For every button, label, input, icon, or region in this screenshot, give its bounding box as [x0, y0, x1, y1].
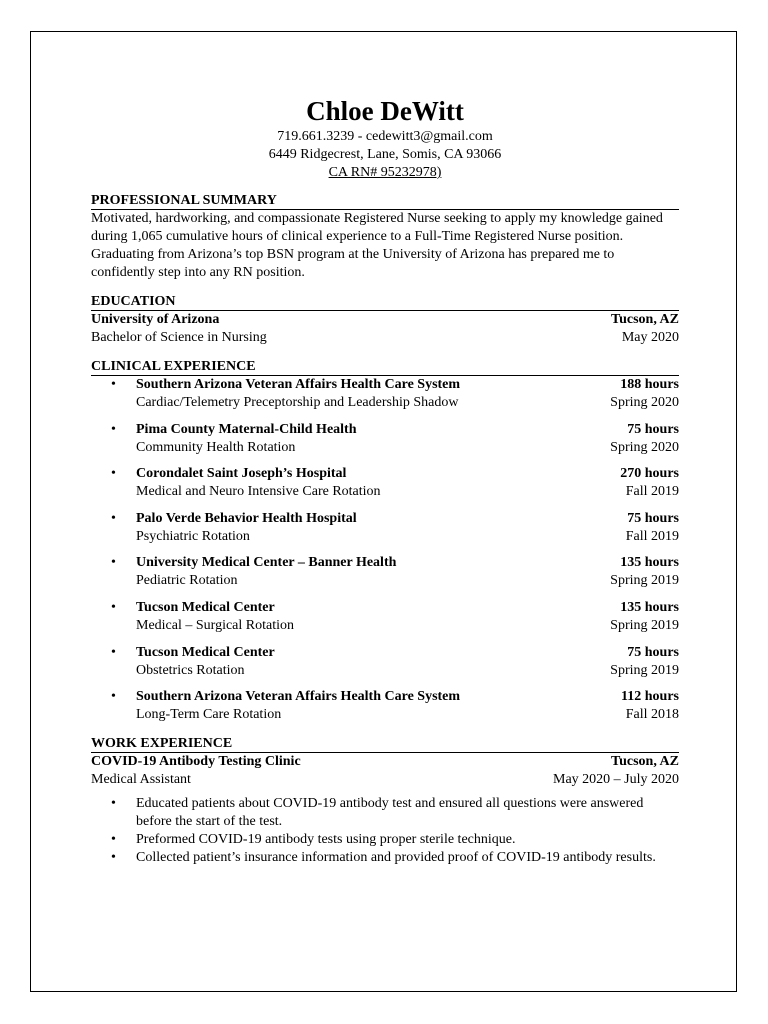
clinical-place: Corondalet Saint Joseph’s Hospital — [136, 466, 347, 482]
candidate-name: Chloe DeWitt — [306, 96, 464, 126]
bullet-icon: • — [111, 850, 116, 866]
clinical-hours: 270 hours — [620, 466, 679, 482]
clinical-term: Spring 2020 — [610, 439, 679, 455]
clinical-place: Pima County Maternal-Child Health — [136, 421, 357, 437]
bullet-icon: • — [111, 466, 116, 482]
bullet-icon: • — [111, 599, 116, 615]
clinical-rotation: Obstetrics Rotation — [136, 662, 245, 678]
clinical-place: Tucson Medical Center — [136, 599, 275, 615]
clinical-item — [91, 599, 679, 635]
clinical-rotation: Cardiac/Telemetry Preceptorship and Leadership Shadow — [136, 395, 459, 410]
clinical-hours: 135 hours — [620, 599, 679, 615]
work-dates: May 2020 – July 2020 — [553, 772, 679, 788]
education-degree-row — [91, 329, 679, 347]
clinical-item — [91, 644, 679, 680]
clinical-hours: 75 hours — [627, 421, 679, 437]
work-heading: WORK EXPERIENCE — [91, 736, 679, 753]
clinical-item — [91, 376, 679, 412]
work-location: Tucson, AZ — [611, 754, 679, 770]
summary-heading: PROFESSIONAL SUMMARY — [91, 193, 679, 210]
clinical-place: Palo Verde Behavior Health Hospital — [136, 510, 357, 526]
bullet-icon: • — [111, 510, 116, 526]
work-bullet-text: Educated patients about COVID-19 antibody test and ensured all questions were answered before the start of the test. — [136, 796, 644, 830]
clinical-item — [91, 421, 679, 457]
clinical-hours: 188 hours — [620, 377, 679, 392]
work-employer: COVID-19 Antibody Testing Clinic — [91, 754, 301, 770]
clinical-term: Fall 2018 — [625, 707, 679, 723]
clinical-item — [91, 465, 679, 501]
bullet-icon: • — [111, 832, 116, 848]
work-employer-row — [91, 753, 679, 771]
clinical-place: University Medical Center – Banner Health — [136, 555, 397, 571]
education-date: May 2020 — [621, 330, 679, 345]
bullet-icon: • — [111, 689, 116, 705]
clinical-place: Tucson Medical Center — [136, 644, 275, 660]
clinical-rotation: Long-Term Care Rotation — [136, 707, 282, 723]
clinical-hours: 112 hours — [621, 689, 679, 705]
clinical-term: Spring 2020 — [610, 395, 679, 410]
clinical-rotation: Pediatric Rotation — [136, 573, 238, 589]
clinical-rotation: Psychiatric Rotation — [136, 528, 250, 544]
resume-page — [30, 31, 737, 992]
clinical-hours: 75 hours — [627, 510, 679, 526]
bullet-icon: • — [111, 796, 116, 812]
clinical-place: Southern Arizona Veteran Affairs Health Care System — [136, 689, 461, 705]
work-title-row — [91, 771, 679, 789]
clinical-rotation: Medical and Neuro Intensive Care Rotation — [136, 484, 381, 500]
work-bullet-item — [91, 795, 679, 831]
education-degree: Bachelor of Science in Nursing — [91, 330, 267, 345]
summary-text: Motivated, hardworking, and compassionate Registered Nurse seeking to apply my knowledge gained during 1,065 cumulative hours of clinical experience to a Full-Time Registered Nurse position. Graduating from Arizona’s top BSN program at the University of Arizona has prepared me to confidently step into any RN position. — [91, 211, 663, 280]
clinical-rotation: Medical – Surgical Rotation — [136, 617, 294, 633]
clinical-item — [91, 688, 679, 724]
bullet-icon: • — [111, 555, 116, 571]
clinical-term: Spring 2019 — [610, 617, 679, 633]
clinical-item — [91, 554, 679, 590]
clinical-term: Spring 2019 — [610, 573, 679, 589]
clinical-place: Southern Arizona Veteran Affairs Health Care System — [136, 377, 461, 392]
contact-address: 6449 Ridgecrest, Lane, Somis, CA 93066 — [268, 147, 502, 162]
clinical-heading: CLINICAL EXPERIENCE — [91, 359, 679, 376]
bullet-icon: • — [111, 377, 116, 392]
work-bullets — [91, 795, 679, 867]
education-heading: EDUCATION — [91, 294, 679, 311]
clinical-list — [91, 376, 679, 724]
bullet-icon: • — [111, 644, 116, 660]
contact-phone-email: 719.661.3239 - cedewitt3@gmail.com — [277, 129, 493, 144]
clinical-term: Fall 2019 — [625, 528, 679, 544]
education-location: Tucson, AZ — [611, 312, 679, 327]
clinical-rotation: Community Health Rotation — [136, 439, 296, 455]
clinical-term: Spring 2019 — [610, 662, 679, 678]
education-school-row — [91, 311, 679, 329]
license-number: CA RN# 95232978) — [328, 165, 442, 180]
work-bullet-item — [91, 849, 679, 867]
clinical-item — [91, 510, 679, 546]
work-bullet-text: Collected patient’s insurance information and provided proof of COVID-19 antibody results. — [136, 850, 656, 866]
work-bullet-item — [91, 831, 679, 849]
clinical-term: Fall 2019 — [625, 484, 679, 500]
clinical-hours: 75 hours — [627, 644, 679, 660]
work-title: Medical Assistant — [91, 772, 191, 788]
work-bullet-text: Preformed COVID-19 antibody tests using proper sterile technique. — [136, 832, 516, 848]
clinical-hours: 135 hours — [620, 555, 679, 571]
education-school: University of Arizona — [91, 312, 220, 327]
resume-content — [91, 94, 679, 867]
bullet-icon: • — [111, 421, 116, 437]
